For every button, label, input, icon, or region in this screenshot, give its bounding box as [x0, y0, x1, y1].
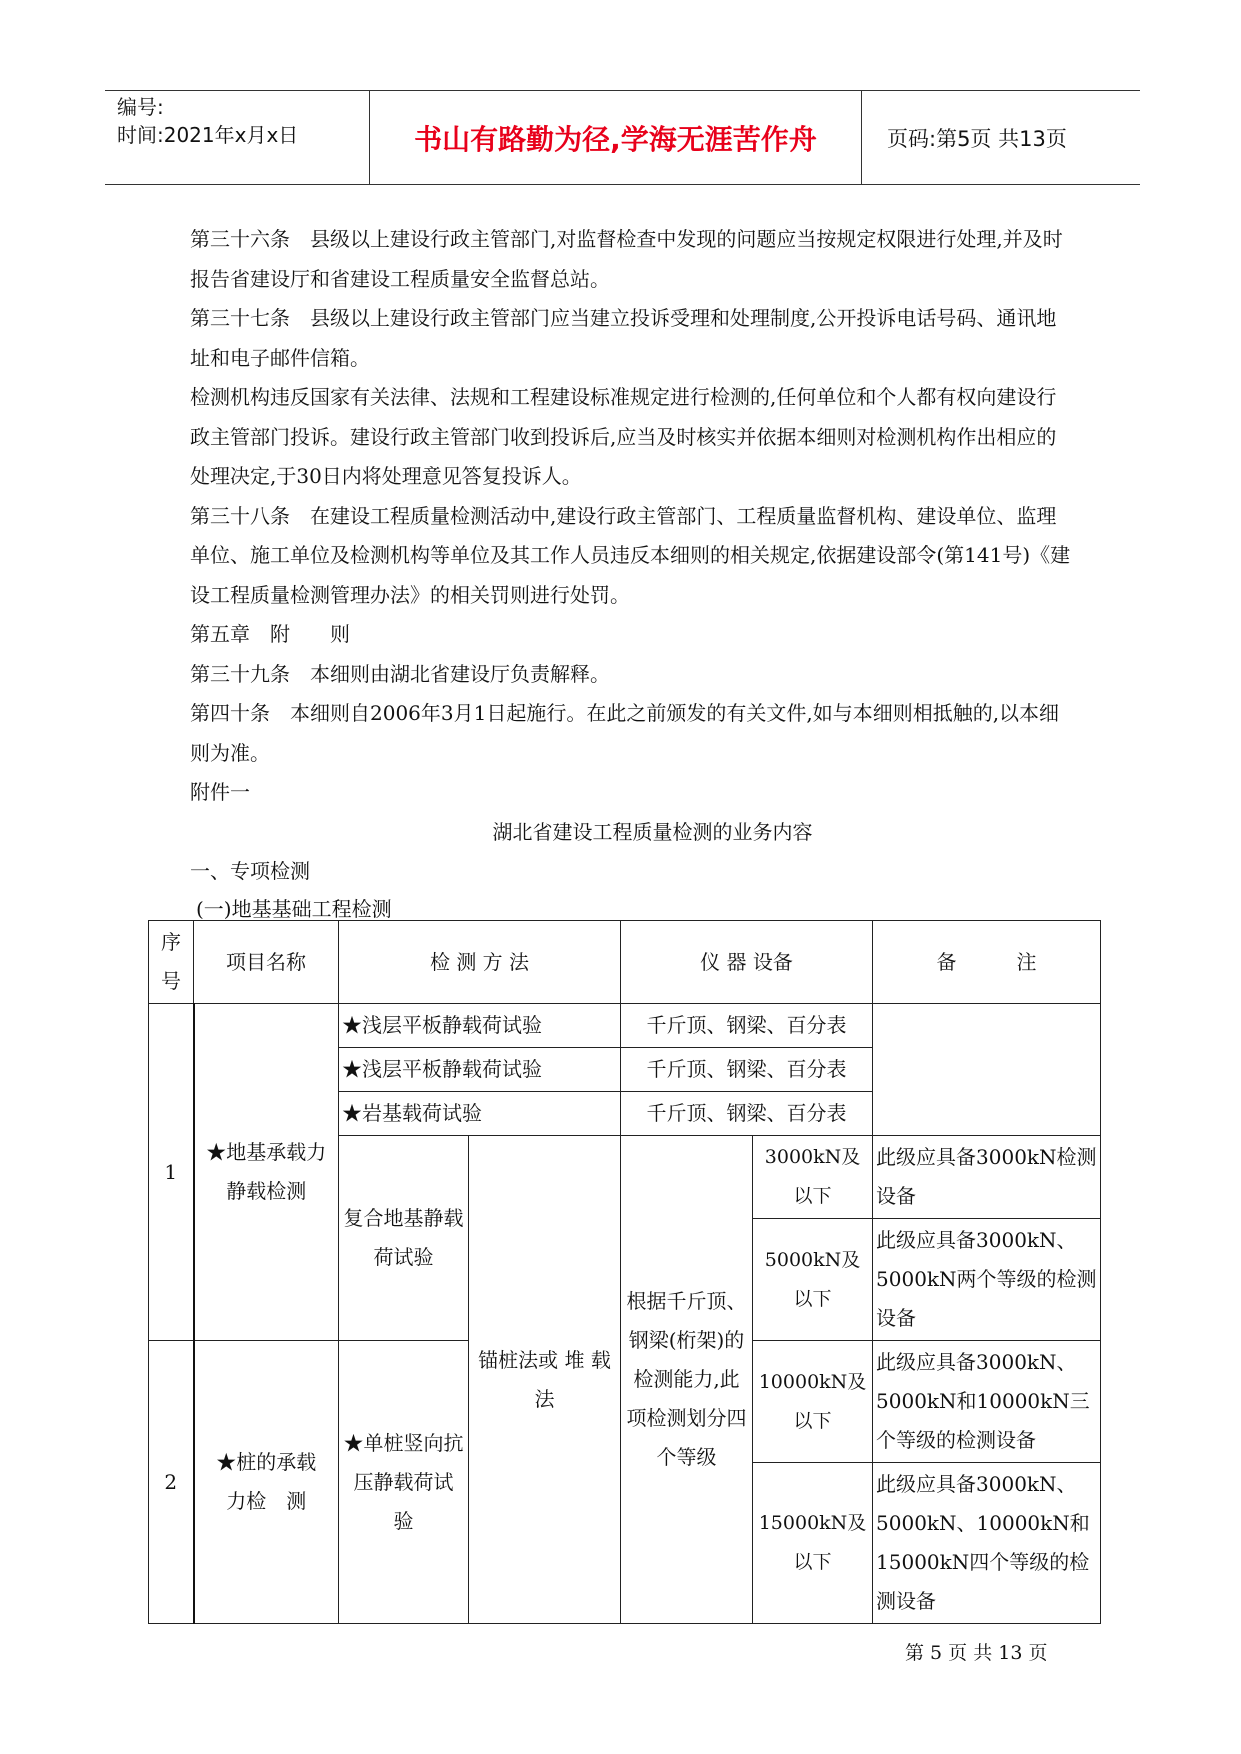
header-method: 检 测 方 法: [339, 921, 621, 1004]
equip-3: 千斤顶、钢梁、百分表: [621, 1092, 873, 1136]
row2-no: 2: [149, 1341, 194, 1624]
level-5000: 5000kN及以下: [753, 1219, 873, 1341]
equip-2: 千斤顶、钢梁、百分表: [621, 1048, 873, 1092]
header-motto: 书山有路勤为径,学海无涯苦作舟: [369, 91, 862, 184]
complaint-paragraph: 检测机构违反国家有关法律、法规和工程建设标准规定进行检测的,任何单位和个人都有权向建设行政主管部门投诉。建设行政主管部门收到投诉后,应当及时核实并依据本细则对检测机构作出相应的处理决定,于30日内将处理意见答复投诉人。: [190, 385, 1057, 488]
level-10000: 10000kN及以下: [753, 1341, 873, 1463]
table-header-row: [149, 921, 1101, 1004]
page-header: [105, 90, 1140, 185]
section-1-1-heading: (一)地基基础工程检测: [196, 896, 392, 921]
method-rock: ★岩基载荷试验: [339, 1092, 621, 1136]
header-item: 项目名称: [194, 921, 339, 1004]
section-title: 湖北省建设工程质量检测的业务内容: [492, 819, 813, 844]
remark-empty: [873, 1004, 1101, 1136]
remark-3000: 此级应具备3000kN检测设备: [873, 1136, 1101, 1219]
article-40: 第四十条 本细则自2006年3月1日起施行。在此之前颁发的有关文件,如与本细则相抵触的,以本细则为准。: [190, 701, 1060, 765]
composite-method: 复合地基静载荷试验: [339, 1136, 469, 1341]
section-1-heading: 一、专项检测: [190, 859, 310, 883]
article-37: 第三十七条 县级以上建设行政主管部门应当建立投诉受理和处理制度,公开投诉电话号码、通讯地址和电子邮件信箱。: [190, 306, 1057, 370]
chapter-5-heading: 第五章 附 则: [190, 622, 350, 646]
level-3000: 3000kN及以下: [753, 1136, 873, 1219]
number-label: 编号:: [117, 95, 164, 119]
header-equipment: 仪 器 设备: [621, 921, 873, 1004]
page-footer: 第 5 页 共 13 页: [905, 1642, 1048, 1664]
method-plate-2: ★浅层平板静载荷试验: [339, 1048, 621, 1092]
remark-15000: 此级应具备3000kN、5000kN、10000kN和15000kN四个等级的检测设备: [873, 1463, 1101, 1624]
equip-1: 千斤顶、钢梁、百分表: [621, 1004, 873, 1048]
remark-5000: 此级应具备3000kN、5000kN两个等级的检测设备: [873, 1219, 1101, 1341]
method-plate-1: ★浅层平板静载荷试验: [339, 1004, 621, 1048]
row1-name: ★地基承载力静载检测: [194, 1004, 339, 1341]
attachment-label: 附件一: [190, 780, 250, 804]
single-pile-method: ★单桩竖向抗压静载荷试 验: [339, 1341, 469, 1624]
remark-10000: 此级应具备3000kN、5000kN和10000kN三个等级的检测设备: [873, 1341, 1101, 1463]
header-page-label: 页码:第5页 共13页: [887, 126, 1067, 151]
article-38: 第三十八条 在建设工程质量检测活动中,建设行政主管部门、工程质量监督机构、建设单位、监理单位、施工单位及检测机构等单位及其工作人员违反本细则的相关规定,依据建设部令(第141号)《建设工程质量检测管理办法》的相关罚则进行处罚。: [190, 503, 1071, 607]
header-remark: 备 注: [873, 921, 1101, 1004]
time-label: 时间:2021年x月x日: [117, 123, 299, 147]
inspection-table: [148, 920, 1101, 1624]
level-15000: 15000kN及以下: [753, 1463, 873, 1624]
anchor-method: 锚桩法或 堆 载 法: [469, 1136, 621, 1624]
row1-no: 1: [149, 1004, 194, 1341]
header-no: 序号: [149, 921, 194, 1004]
table-row: [149, 1004, 1101, 1048]
header-meta: [117, 91, 372, 184]
article-36: 第三十六条 县级以上建设行政主管部门,对监督检查中发现的问题应当按规定权限进行处理,并及时报告省建设厅和省建设工程质量安全监督总站。: [190, 227, 1063, 291]
body-text: [190, 220, 1075, 926]
capacity-note: 根据千斤顶、钢梁(桁架)的检测能力,此项检测划分四个等级: [621, 1136, 753, 1624]
row2-name: ★桩的承载 力检 测: [194, 1341, 339, 1624]
article-39: 第三十九条 本细则由湖北省建设厅负责解释。: [190, 661, 610, 686]
